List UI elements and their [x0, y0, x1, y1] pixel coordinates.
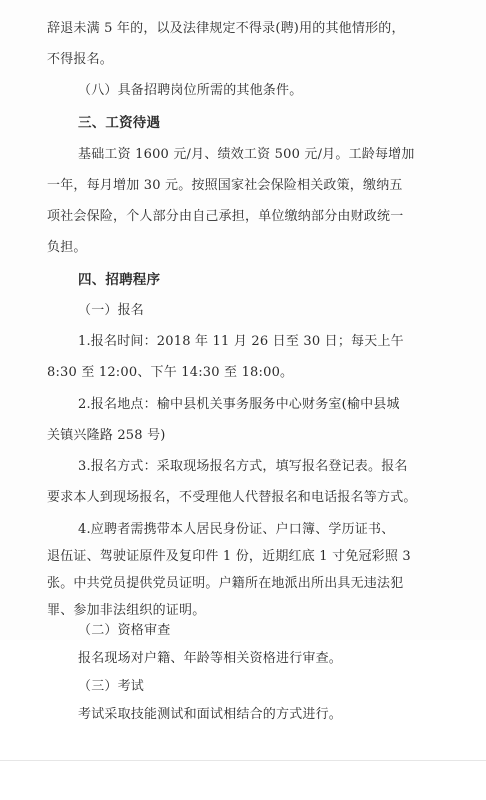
text-line: 负担。 — [47, 240, 87, 255]
text-line: 退伍证、驾驶证原件及复印件 1 份，近期红底 1 寸免冠彩照 3 — [47, 549, 411, 564]
text-line: 3.报名方式：采取现场报名方式，填写报名登记表。报名 — [78, 459, 408, 474]
section-heading: 四、招聘程序 — [78, 272, 161, 288]
text-line: 张。中共党员提供党员证明。户籍所在地派出所出具无违法犯 — [47, 576, 404, 591]
subsection-heading: （二）资格审查 — [78, 623, 171, 638]
text-line: 1.报名时间：2018 年 11 月 26 日至 30 日；每天上午 — [78, 334, 404, 349]
text-line: 罪、参加非法组织的证明。 — [47, 603, 206, 618]
text-line: 2.报名地点：榆中县机关事务服务中心财务室(榆中县城 — [78, 397, 400, 412]
text-line: 一年，每月增加 30 元。按照国家社会保险相关政策，缴纳五 — [47, 178, 403, 193]
text-line: 4.应聘者需携带本人居民身份证、户口簿、学历证书、 — [78, 522, 395, 537]
text-line: 要求本人到现场报名，不受理他人代替报名和电话报名等方式。 — [47, 490, 417, 505]
text-line: 报名现场对户籍、年龄等相关资格进行审查。 — [78, 651, 343, 666]
text-line: 8:30 至 12:00、下午 14:30 至 18:00。 — [47, 365, 294, 380]
page-edge-shadow — [0, 760, 486, 761]
text-line: 不得报名。 — [47, 52, 114, 67]
subsection-heading: （三）考试 — [78, 679, 145, 694]
text-line: 考试采取技能测试和面试相结合的方式进行。 — [78, 707, 343, 722]
subsection-heading: （一）报名 — [78, 303, 145, 318]
section-heading: 三、工资待遇 — [78, 115, 161, 131]
text-line: 项社会保险，个人部分由自己承担，单位缴纳部分由财政统一 — [47, 209, 404, 224]
text-line: 辞退未满 5 年的，以及法律规定不得录(聘)用的其他情形的， — [47, 21, 405, 36]
text-line: （八）具备招聘岗位所需的其他条件。 — [78, 83, 303, 98]
text-line: 关镇兴隆路 258 号) — [47, 428, 166, 443]
text-line: 基础工资 1600 元/月、绩效工资 500 元/月。工龄每增加 — [78, 147, 415, 162]
